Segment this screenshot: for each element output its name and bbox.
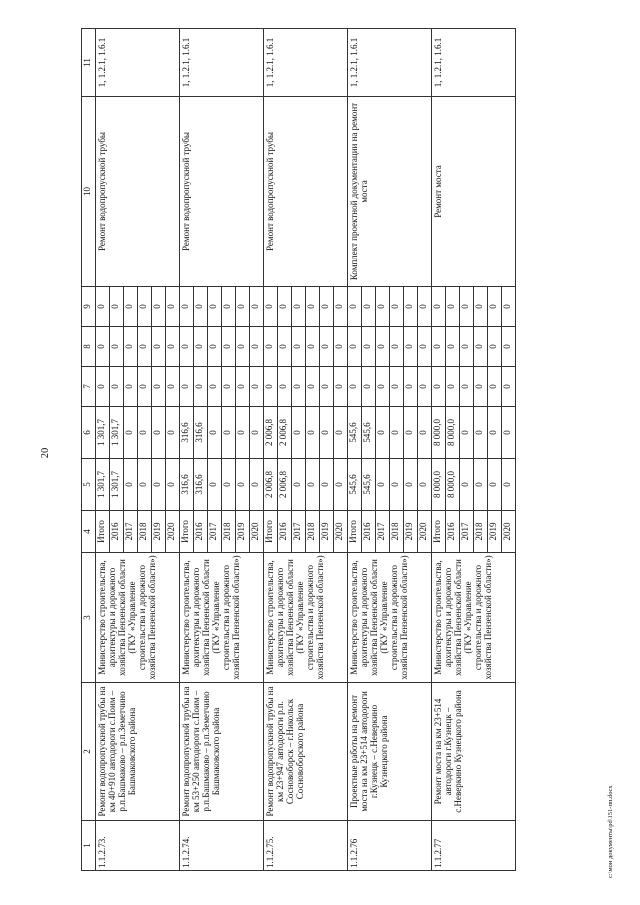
measure-id: 1.1.2.74. [180,821,264,871]
table-body [82,29,516,871]
column-number-row [82,29,96,871]
measure-indicators: 1, 1.2.1, 1.6.1 [96,29,180,97]
value-cell-col9: 0 [460,287,474,327]
column-number: 10 [82,97,96,287]
value-cell-col6: 0 [460,407,474,459]
value-cell-col8: 0 [138,327,152,367]
measure-executor: Министерство строительства, архитектуры и дорожного хозяйства Пензенской области (ГКУ «Управление строительства и дорожного хозяйства Пензенской области») [432,553,516,683]
value-cell-col7: 0 [222,367,236,407]
value-cell-col9: 0 [390,287,404,327]
value-cell-col5: 316,6 [180,459,194,511]
value-cell-col7: 0 [306,367,320,407]
rotated-table-container [81,29,605,871]
value-cell-col8: 0 [390,327,404,367]
value-cell-col7: 0 [292,367,306,407]
year-cell: 2019 [152,511,166,553]
year-cell: 2017 [376,511,390,553]
value-cell-col9: 0 [278,287,292,327]
value-cell-col9: 0 [292,287,306,327]
measure-executor: Министерство строительства, архитектуры и дорожного хозяйства Пензенской области (ГКУ «Управление строительства и дорожного хозяйства Пензенской области») [96,553,180,683]
column-number: 6 [82,407,96,459]
value-cell-col9: 0 [264,287,278,327]
value-cell-col9: 0 [306,287,320,327]
value-cell-col5: 0 [460,459,474,511]
value-cell-col7: 0 [166,367,180,407]
value-cell-col5: 2 006,8 [264,459,278,511]
year-cell: 2020 [418,511,432,553]
value-cell-col7: 0 [446,367,460,407]
year-cell: 2018 [222,511,236,553]
value-cell-col8: 0 [250,327,264,367]
value-cell-col7: 0 [474,367,488,407]
page-number: 20 [40,447,51,459]
value-cell-col8: 0 [474,327,488,367]
value-cell-col6: 0 [474,407,488,459]
value-cell-col5: 316,6 [194,459,208,511]
value-cell-col7: 0 [264,367,278,407]
value-cell-col9: 0 [96,287,110,327]
measure-result: Ремонт водопропускной трубы [180,97,264,287]
value-cell-col7: 0 [390,367,404,407]
value-cell-col5: 0 [418,459,432,511]
value-cell-col9: 0 [320,287,334,327]
measure-id: 1.1.2.73. [96,821,180,871]
value-cell-col8: 0 [320,327,334,367]
value-cell-col7: 0 [488,367,502,407]
measure-name: Ремонт моста на км 23+514 автодороги г.Кузнецк – с.Неверкино Кузнецкого района [432,683,516,821]
value-cell-col8: 0 [306,327,320,367]
value-cell-col9: 0 [362,287,376,327]
value-cell-col6: 0 [222,407,236,459]
measure-name: Ремонт водопропускной трубы на км 23+947 автодороги р.п. Сосновоборск – г.Никольск Сосновоборского района [264,683,348,821]
value-cell-col8: 0 [362,327,376,367]
value-cell-col9: 0 [250,287,264,327]
value-cell-col5: 0 [390,459,404,511]
value-cell-col7: 0 [236,367,250,407]
measure-name: Проектные работы на ремонт моста на км 23+514 автодороги г.Кузнецк – с.Неверкино Кузнецкого района [348,683,432,821]
year-cell: Итого [96,511,110,553]
value-cell-col8: 0 [418,327,432,367]
value-cell-col6: 2 006,8 [264,407,278,459]
value-cell-col9: 0 [376,287,390,327]
value-cell-col8: 0 [124,327,138,367]
measure-result: Ремонт водопропускной трубы [264,97,348,287]
table-row [264,29,278,871]
value-cell-col6: 0 [208,407,222,459]
value-cell-col9: 0 [138,287,152,327]
value-cell-col6: 0 [138,407,152,459]
value-cell-col6: 0 [236,407,250,459]
column-number: 9 [82,287,96,327]
value-cell-col8: 0 [180,327,194,367]
year-cell: 2016 [278,511,292,553]
year-cell: 2017 [208,511,222,553]
measure-result: Комплект проектной документации на ремонт моста [348,97,432,287]
value-cell-col5: 0 [124,459,138,511]
value-cell-col5: 0 [222,459,236,511]
value-cell-col6: 8 000,0 [446,407,460,459]
value-cell-col5: 1 301,7 [96,459,110,511]
value-cell-col6: 1 301,7 [110,407,124,459]
year-cell: 2017 [124,511,138,553]
value-cell-col8: 0 [292,327,306,367]
value-cell-col9: 0 [124,287,138,327]
value-cell-col7: 0 [96,367,110,407]
year-cell: Итого [264,511,278,553]
value-cell-col8: 0 [348,327,362,367]
value-cell-col5: 0 [474,459,488,511]
value-cell-col6: 0 [166,407,180,459]
year-cell: 2016 [110,511,124,553]
value-cell-col7: 0 [138,367,152,407]
value-cell-col7: 0 [418,367,432,407]
value-cell-col8: 0 [460,327,474,367]
value-cell-col8: 0 [96,327,110,367]
value-cell-col9: 0 [334,287,348,327]
year-cell: 2017 [292,511,306,553]
table-row [180,29,194,871]
value-cell-col6: 545,6 [362,407,376,459]
value-cell-col9: 0 [502,287,516,327]
value-cell-col5: 0 [306,459,320,511]
year-cell: 2018 [474,511,488,553]
value-cell-col6: 1 301,7 [96,407,110,459]
value-cell-col5: 0 [292,459,306,511]
measure-indicators: 1, 1.2.1, 1.6.1 [180,29,264,97]
value-cell-col7: 0 [124,367,138,407]
value-cell-col5: 1 301,7 [110,459,124,511]
value-cell-col6: 0 [124,407,138,459]
value-cell-col5: 0 [138,459,152,511]
value-cell-col8: 0 [432,327,446,367]
value-cell-col5: 0 [166,459,180,511]
measure-indicators: 1, 1.2.1, 1.6.1 [432,29,516,97]
value-cell-col9: 0 [432,287,446,327]
year-cell: 2020 [166,511,180,553]
value-cell-col5: 2 006,8 [278,459,292,511]
measure-result: Ремонт моста [432,97,516,287]
value-cell-col6: 0 [306,407,320,459]
value-cell-col6: 545,6 [348,407,362,459]
value-cell-col7: 0 [376,367,390,407]
year-cell: Итого [348,511,362,553]
value-cell-col5: 0 [236,459,250,511]
year-cell: 2019 [320,511,334,553]
value-cell-col6: 0 [390,407,404,459]
value-cell-col8: 0 [208,327,222,367]
measure-name: Ремонт водопропускной трубы на км 53+250 автодороги с.Поим – р.п.Башмаково – р.п.Земетчино Башмаковского района [180,683,264,821]
value-cell-col9: 0 [166,287,180,327]
value-cell-col6: 0 [418,407,432,459]
year-cell: 2017 [460,511,474,553]
year-cell: 2020 [502,511,516,553]
value-cell-col9: 0 [474,287,488,327]
value-cell-col8: 0 [502,327,516,367]
year-cell: 2016 [362,511,376,553]
column-number: 8 [82,327,96,367]
measure-result: Ремонт водопропускной трубы [96,97,180,287]
value-cell-col9: 0 [208,287,222,327]
value-cell-col9: 0 [236,287,250,327]
value-cell-col9: 0 [110,287,124,327]
value-cell-col8: 0 [376,327,390,367]
measure-id: 1.1.2.75. [264,821,348,871]
year-cell: 2018 [390,511,404,553]
value-cell-col6: 0 [152,407,166,459]
year-cell: 2019 [404,511,418,553]
column-number: 7 [82,367,96,407]
value-cell-col9: 0 [348,287,362,327]
column-number: 4 [82,511,96,553]
value-cell-col8: 0 [110,327,124,367]
value-cell-col5: 545,6 [362,459,376,511]
measure-executor: Министерство строительства, архитектуры и дорожного хозяйства Пензенской области (ГКУ «Управление строительства и дорожного хозяйства Пензенской области») [180,553,264,683]
value-cell-col6: 0 [292,407,306,459]
value-cell-col6: 0 [376,407,390,459]
measure-id: 1.1.2.77 [432,821,516,871]
column-number: 5 [82,459,96,511]
value-cell-col5: 545,6 [348,459,362,511]
value-cell-col7: 0 [460,367,474,407]
value-cell-col7: 0 [194,367,208,407]
value-cell-col8: 0 [488,327,502,367]
value-cell-col8: 0 [404,327,418,367]
value-cell-col9: 0 [446,287,460,327]
value-cell-col5: 8 000,0 [446,459,460,511]
value-cell-col9: 0 [404,287,418,327]
value-cell-col9: 0 [194,287,208,327]
value-cell-col8: 0 [166,327,180,367]
year-cell: 2018 [306,511,320,553]
value-cell-col5: 0 [404,459,418,511]
value-cell-col7: 0 [152,367,166,407]
year-cell: 2016 [446,511,460,553]
value-cell-col9: 0 [152,287,166,327]
year-cell: Итого [180,511,194,553]
value-cell-col7: 0 [432,367,446,407]
value-cell-col7: 0 [362,367,376,407]
value-cell-col7: 0 [334,367,348,407]
value-cell-col6: 8 000,0 [432,407,446,459]
measure-name: Ремонт водопропускной трубы на км 40+910 автодороги с.Поим – р.п.Башмаково – р.п.Земетчино Башмаковского района [96,683,180,821]
value-cell-col7: 0 [208,367,222,407]
measure-executor: Министерство строительства, архитектуры и дорожного хозяйства Пензенской области (ГКУ «Управление строительства и дорожного хозяйства Пензенской области») [348,553,432,683]
year-cell: Итого [432,511,446,553]
year-cell: 2019 [236,511,250,553]
value-cell-col8: 0 [222,327,236,367]
value-cell-col6: 0 [404,407,418,459]
value-cell-col6: 316,6 [194,407,208,459]
measure-indicators: 1, 1.2.1, 1.6.1 [264,29,348,97]
year-cell: 2019 [488,511,502,553]
value-cell-col9: 0 [222,287,236,327]
column-number: 11 [82,29,96,97]
value-cell-col7: 0 [278,367,292,407]
measure-indicators: 1, 1.2.1, 1.6.1 [348,29,432,97]
program-measures-table [81,28,516,871]
value-cell-col5: 0 [488,459,502,511]
value-cell-col7: 0 [404,367,418,407]
value-cell-col6: 0 [250,407,264,459]
year-cell: 2020 [250,511,264,553]
value-cell-col5: 0 [334,459,348,511]
table-row [348,29,362,871]
value-cell-col8: 0 [278,327,292,367]
value-cell-col6: 0 [334,407,348,459]
year-cell: 2016 [194,511,208,553]
value-cell-col5: 0 [250,459,264,511]
value-cell-col6: 0 [502,407,516,459]
value-cell-col5: 0 [502,459,516,511]
value-cell-col8: 0 [264,327,278,367]
value-cell-col5: 0 [208,459,222,511]
table-row [96,29,110,871]
value-cell-col9: 0 [488,287,502,327]
table-row [432,29,446,871]
column-number: 2 [82,683,96,821]
value-cell-col5: 0 [376,459,390,511]
value-cell-col7: 0 [320,367,334,407]
value-cell-col6: 0 [488,407,502,459]
value-cell-col8: 0 [194,327,208,367]
measure-executor: Министерство строительства, архитектуры и дорожного хозяйства Пензенской области (ГКУ «Управление строительства и дорожного хозяйства Пензенской области») [264,553,348,683]
year-cell: 2020 [334,511,348,553]
value-cell-col9: 0 [180,287,194,327]
value-cell-col5: 0 [152,459,166,511]
value-cell-col9: 0 [418,287,432,327]
value-cell-col5: 0 [320,459,334,511]
value-cell-col7: 0 [180,367,194,407]
value-cell-col6: 316,6 [180,407,194,459]
column-number: 1 [82,821,96,871]
year-cell: 2018 [138,511,152,553]
value-cell-col7: 0 [348,367,362,407]
measure-id: 1.1.2.76 [348,821,432,871]
footer-file-path: c:\мои документы\pd\151-пп.docx [607,785,614,878]
value-cell-col7: 0 [110,367,124,407]
value-cell-col7: 0 [502,367,516,407]
value-cell-col6: 2 006,8 [278,407,292,459]
value-cell-col8: 0 [334,327,348,367]
value-cell-col7: 0 [250,367,264,407]
value-cell-col8: 0 [236,327,250,367]
value-cell-col5: 8 000,0 [432,459,446,511]
value-cell-col8: 0 [152,327,166,367]
column-number: 3 [82,553,96,683]
value-cell-col8: 0 [446,327,460,367]
value-cell-col6: 0 [320,407,334,459]
